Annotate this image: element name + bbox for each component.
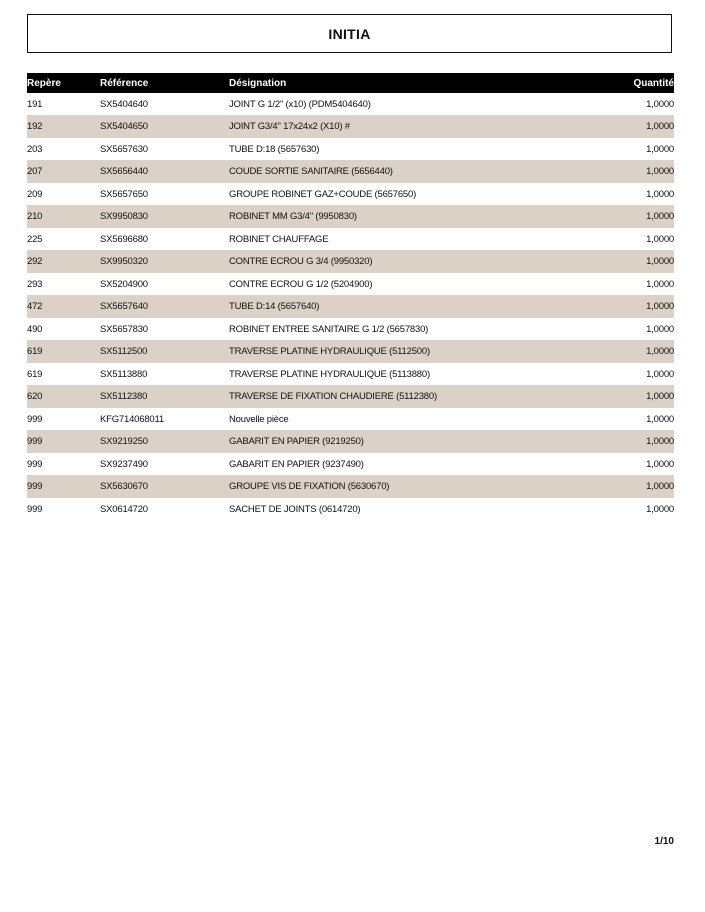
table-row [27, 363, 674, 385]
cell-reference: SX5657830 [100, 323, 148, 335]
cell-quantite: 1,0000 [646, 188, 674, 200]
cell-designation: ROBINET MM G3/4" (9950830) [229, 211, 357, 222]
cell-repere: 999 [27, 481, 43, 492]
cell-quantite: 1,0000 [646, 143, 674, 155]
table-row [27, 408, 674, 430]
table-row [27, 318, 674, 340]
cell-designation: TRAVERSE DE FIXATION CHAUDIERE (5112380) [229, 391, 437, 402]
table-row [27, 430, 674, 453]
cell-quantite: 1,0000 [646, 233, 674, 245]
cell-repere: 191 [27, 98, 43, 110]
cell-designation: JOINT G 1/2" (x10) (PDM5404640) [229, 98, 371, 110]
cell-reference: SX0614720 [100, 503, 148, 515]
cell-repere: 472 [27, 301, 43, 312]
cell-repere: 293 [27, 278, 43, 290]
cell-quantite: 1,0000 [646, 413, 674, 425]
cell-designation: TRAVERSE PLATINE HYDRAULIQUE (5112500) [229, 346, 430, 357]
cell-reference: SX5657640 [100, 301, 148, 312]
cell-designation: Nouvelle pièce [229, 413, 289, 425]
header-designation: Désignation [229, 77, 287, 89]
cell-designation: GROUPE ROBINET GAZ+COUDE (5657650) [229, 188, 417, 200]
table-row [27, 475, 674, 498]
cell-reference: SX9950830 [100, 211, 148, 222]
cell-repere: 192 [27, 121, 43, 132]
cell-quantite: 1,0000 [646, 503, 674, 515]
table-row [27, 498, 674, 520]
cell-reference: SX5630670 [100, 481, 148, 492]
cell-quantite: 1,0000 [646, 458, 674, 470]
cell-designation: TRAVERSE PLATINE HYDRAULIQUE (5113880) [229, 368, 430, 380]
cell-repere: 620 [27, 391, 43, 402]
cell-reference: SX5696680 [100, 233, 148, 245]
cell-reference: KFG714068011 [100, 413, 164, 425]
cell-repere: 619 [27, 368, 43, 380]
table-row [27, 138, 674, 160]
table-row [27, 385, 674, 408]
cell-repere: 207 [27, 166, 43, 177]
document-title: INITIA [27, 14, 672, 53]
cell-designation: TUBE D:14 (5657640) [229, 301, 320, 312]
cell-designation: CONTRE ECROU G 1/2 (5204900) [229, 278, 373, 290]
cell-repere: 999 [27, 436, 43, 447]
cell-repere: 619 [27, 346, 43, 357]
cell-quantite: 1,0000 [646, 323, 674, 335]
cell-reference: SX5112500 [100, 346, 148, 357]
cell-reference: SX5112380 [100, 391, 148, 402]
table-row [27, 273, 674, 295]
cell-quantite: 1,0000 [646, 98, 674, 110]
header-repere: Repère [27, 77, 61, 89]
parts-table [27, 73, 674, 520]
header-quantite: Quantité [633, 77, 674, 89]
table-row [27, 250, 674, 273]
cell-designation: JOINT G3/4" 17x24x2 (X10) # [229, 121, 350, 132]
cell-repere: 999 [27, 503, 43, 515]
cell-repere: 203 [27, 143, 43, 155]
cell-reference: SX5657630 [100, 143, 148, 155]
cell-quantite: 1,0000 [646, 368, 674, 380]
cell-reference: SX5656440 [100, 166, 148, 177]
cell-designation: ROBINET CHAUFFAGE [229, 233, 329, 245]
cell-designation: TUBE D:18 (5657630) [229, 143, 320, 155]
cell-quantite: 1,0000 [646, 436, 674, 447]
table-body [27, 93, 674, 520]
page-number: 1/10 [654, 836, 674, 847]
cell-repere: 209 [27, 188, 43, 200]
table-row [27, 115, 674, 138]
cell-reference: SX5657650 [100, 188, 148, 200]
cell-repere: 999 [27, 458, 43, 470]
cell-repere: 292 [27, 256, 43, 267]
cell-repere: 490 [27, 323, 43, 335]
cell-quantite: 1,0000 [646, 211, 674, 222]
cell-reference: SX5404640 [100, 98, 148, 110]
cell-quantite: 1,0000 [646, 166, 674, 177]
cell-designation: ROBINET ENTREE SANITAIRE G 1/2 (5657830) [229, 323, 429, 335]
table-row [27, 453, 674, 475]
cell-designation: CONTRE ECROU G 3/4 (9950320) [229, 256, 373, 267]
cell-repere: 225 [27, 233, 43, 245]
table-row [27, 228, 674, 250]
cell-quantite: 1,0000 [646, 278, 674, 290]
cell-reference: SX5204900 [100, 278, 148, 290]
cell-quantite: 1,0000 [646, 481, 674, 492]
table-row [27, 340, 674, 363]
cell-quantite: 1,0000 [646, 256, 674, 267]
cell-designation: GROUPE VIS DE FIXATION (5630670) [229, 481, 390, 492]
cell-designation: COUDE SORTIE SANITAIRE (5656440) [229, 166, 393, 177]
cell-designation: GABARIT EN PAPIER (9219250) [229, 436, 364, 447]
cell-quantite: 1,0000 [646, 301, 674, 312]
table-row [27, 160, 674, 183]
cell-reference: SX5404650 [100, 121, 148, 132]
cell-designation: GABARIT EN PAPIER (9237490) [229, 458, 364, 470]
table-row [27, 183, 674, 205]
table-row [27, 205, 674, 228]
cell-reference: SX9219250 [100, 436, 148, 447]
table-row [27, 93, 674, 115]
cell-repere: 999 [27, 413, 43, 425]
header-reference: Référence [100, 77, 149, 89]
cell-designation: SACHET DE JOINTS (0614720) [229, 503, 361, 515]
cell-reference: SX9237490 [100, 458, 148, 470]
cell-reference: SX5113880 [100, 368, 148, 380]
cell-quantite: 1,0000 [646, 346, 674, 357]
table-row [27, 295, 674, 318]
cell-repere: 210 [27, 211, 43, 222]
table-header [27, 73, 674, 93]
cell-quantite: 1,0000 [646, 391, 674, 402]
cell-quantite: 1,0000 [646, 121, 674, 132]
cell-reference: SX9950320 [100, 256, 148, 267]
